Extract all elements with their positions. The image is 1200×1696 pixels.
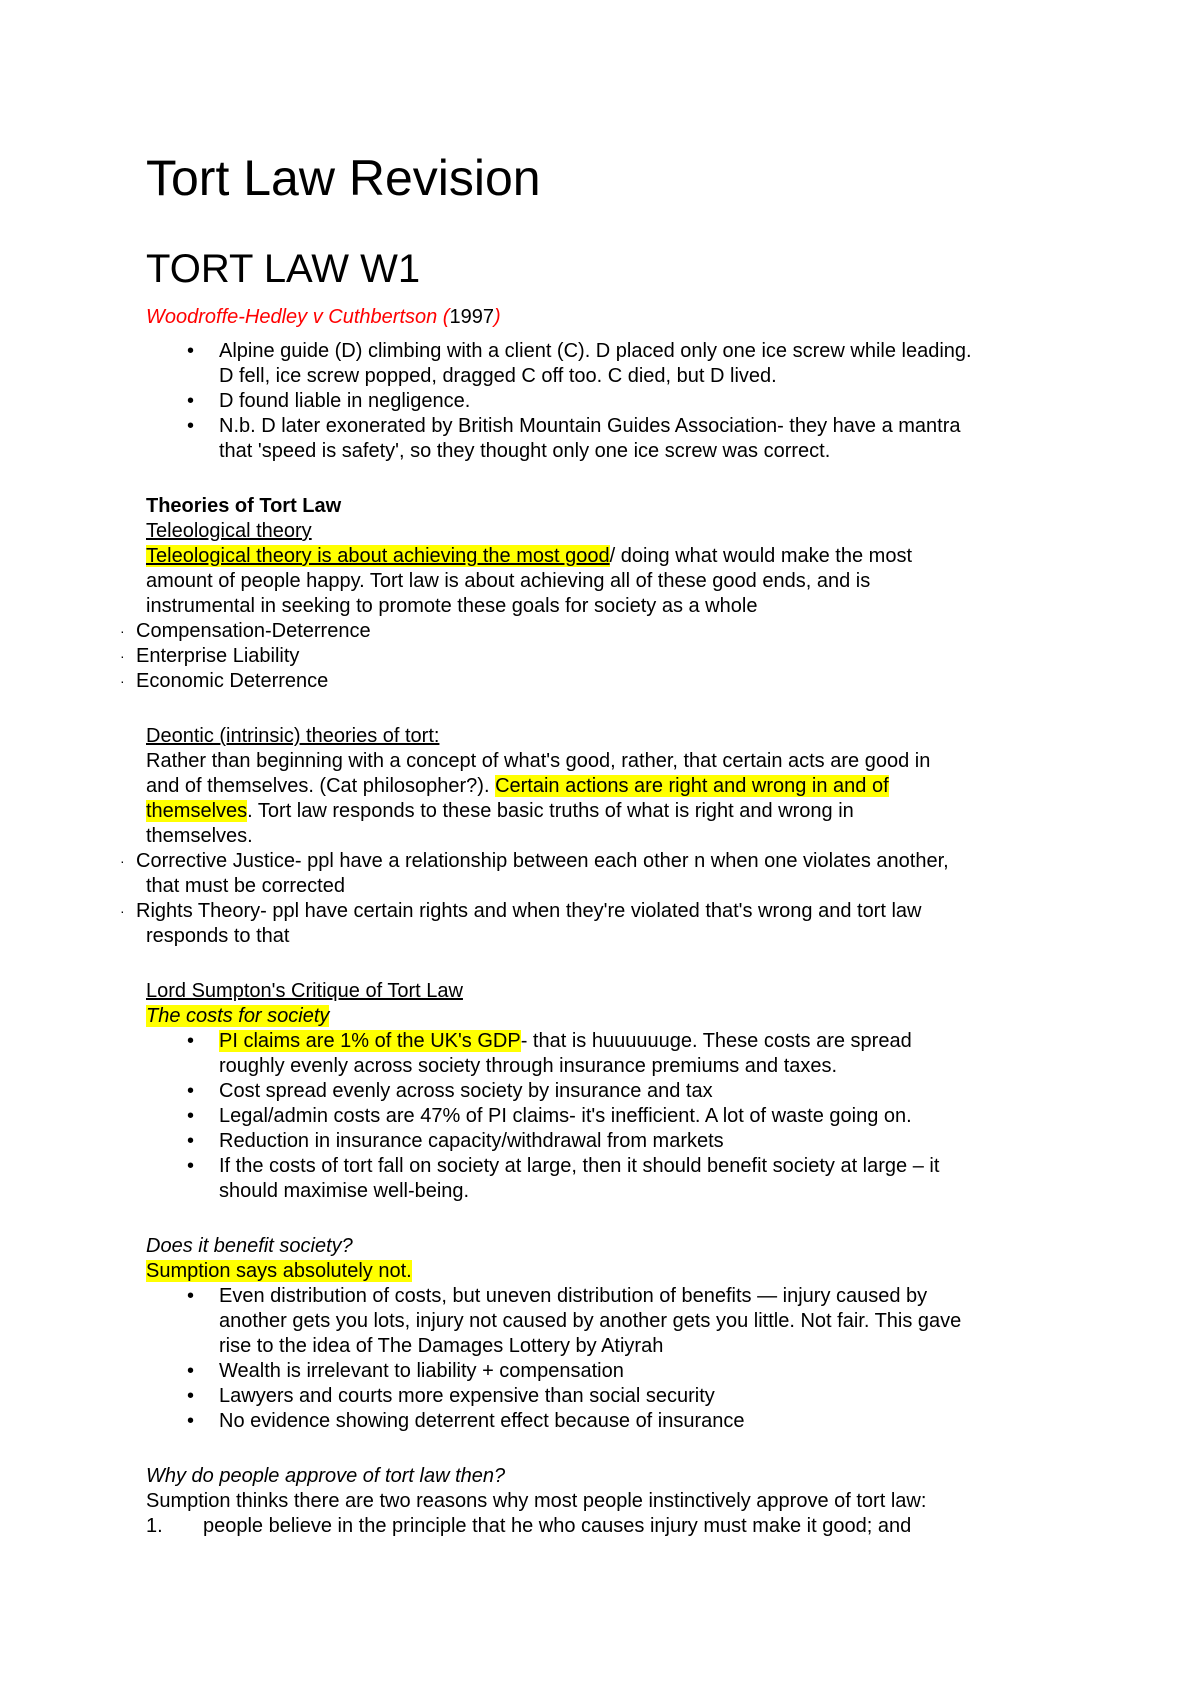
paragraph-line: themselves. Tort law responds to these basic truths of what is right and wrong in (146, 800, 854, 822)
highlight-text: Sumption says absolutely not. (146, 1260, 412, 1282)
list-item: Lawyers and courts more expensive than social security (219, 1385, 715, 1407)
list-item-cont: responds to that (146, 925, 290, 947)
list-item: No evidence showing deterrent effect because of insurance (219, 1410, 745, 1432)
bullet-icon: • (187, 1385, 195, 1407)
list-item: Compensation-Deterrence (136, 620, 371, 642)
highlight-text: Teleological theory is about achieving the most good (146, 545, 610, 567)
list-item: Alpine guide (D) climbing with a client (C). D placed only one ice screw while leading. (219, 340, 972, 362)
list-item-cont: another gets you lots, injury not caused by another gets you little. Not fair. This gave (219, 1310, 962, 1332)
list-item: Corrective Justice- ppl have a relationship between each other n when one violates another, (136, 850, 949, 872)
subheading-sumption: Lord Sumpton's Critique of Tort Law (146, 980, 463, 1002)
list-item: Reduction in insurance capacity/withdrawal from markets (219, 1130, 724, 1152)
list-item: Cost spread evenly across society by insurance and tax (219, 1080, 713, 1102)
bullet-icon: • (187, 340, 195, 362)
bullet-icon: • (187, 1285, 195, 1307)
bullet-icon: • (187, 1030, 195, 1052)
highlight-text: PI claims are 1% of the UK's GDP (219, 1030, 521, 1052)
paragraph-line: instrumental in seeking to promote these goals for society as a whole (146, 595, 758, 617)
list-item: PI claims are 1% of the UK's GDP- that is huuuuuuge. These costs are spread (219, 1030, 912, 1052)
paragraph-line: themselves. (146, 825, 253, 847)
week-heading: TORT LAW W1 (146, 247, 421, 291)
paragraph-line: Teleological theory is about achieving the most good/ doing what would make the most (146, 545, 913, 567)
subheading-teleological: Teleological theory (146, 520, 312, 542)
list-item: Legal/admin costs are 47% of PI claims- it's inefficient. A lot of waste going on. (219, 1105, 912, 1127)
list-item-cont: that 'speed is safety', so they thought only one ice screw was correct. (219, 440, 831, 462)
bullet-icon: • (187, 1080, 195, 1102)
list-item-cont: D fell, ice screw popped, dragged C off too. C died, but D lived. (219, 365, 777, 387)
paragraph-line: Rather than beginning with a concept of what's good, rather, that certain acts are good in (146, 750, 931, 772)
dot-bullet-icon: · (120, 623, 125, 639)
list-item-cont: rise to the idea of The Damages Lottery by Atiyrah (219, 1335, 664, 1357)
list-item-cont: that must be corrected (146, 875, 345, 897)
list-item: N.b. D later exonerated by British Mountain Guides Association- they have a mantra (219, 415, 961, 437)
case-citation (146, 305, 501, 330)
list-item: Economic Deterrence (136, 670, 329, 692)
list-item: Wealth is irrelevant to liability + compensation (219, 1360, 624, 1382)
numbered-item-text: people believe in the principle that he who causes injury must make it good; and (203, 1515, 912, 1537)
bullet-icon: • (187, 1155, 195, 1177)
paragraph-line: and of themselves. (Cat philosopher?). Certain actions are right and wrong in and of (146, 775, 889, 797)
highlight-text: Certain actions are right and wrong in and of (495, 775, 889, 797)
costs-heading: The costs for society (146, 1005, 330, 1027)
bullet-icon: • (187, 1360, 195, 1382)
document-title: Tort Law Revision (146, 150, 541, 206)
dot-bullet-icon: · (120, 673, 125, 689)
benefit-answer (146, 1259, 412, 1284)
paragraph-line: Sumption thinks there are two reasons why most people instinctively approve of tort law: (146, 1490, 927, 1512)
case-year: 1997 (449, 306, 494, 328)
bullet-icon: • (187, 1130, 195, 1152)
highlight-text: themselves (146, 800, 248, 822)
numbered-item-number: 1. (146, 1515, 163, 1537)
section-heading-theories: Theories of Tort Law (146, 495, 342, 517)
approve-heading: Why do people approve of tort law then? (146, 1465, 506, 1487)
subheading-deontic: Deontic (intrinsic) theories of tort: (146, 725, 440, 747)
list-item: Rights Theory- ppl have certain rights and when they're violated that's wrong and tort law (136, 900, 922, 922)
list-item: Enterprise Liability (136, 645, 300, 667)
list-item: Even distribution of costs, but uneven distribution of benefits — injury caused by (219, 1285, 928, 1307)
dot-bullet-icon: · (120, 648, 125, 664)
list-item: D found liable in negligence. (219, 390, 471, 412)
bullet-icon: • (187, 1105, 195, 1127)
case-name: Woodroffe-Hedley v Cuthbertson ( (146, 306, 450, 328)
benefit-heading: Does it benefit society? (146, 1235, 353, 1257)
case-close: ) (493, 306, 501, 328)
dot-bullet-icon: · (120, 853, 125, 869)
paragraph-line: amount of people happy. Tort law is about achieving all of these good ends, and is (146, 570, 871, 592)
bullet-icon: • (187, 390, 195, 412)
list-item-cont: should maximise well-being. (219, 1180, 470, 1202)
bullet-icon: • (187, 415, 195, 437)
list-item: If the costs of tort fall on society at large, then it should benefit society at large – it (219, 1155, 940, 1177)
dot-bullet-icon: · (120, 903, 125, 919)
bullet-icon: • (187, 1410, 195, 1432)
list-item-cont: roughly evenly across society through insurance premiums and taxes. (219, 1055, 838, 1077)
